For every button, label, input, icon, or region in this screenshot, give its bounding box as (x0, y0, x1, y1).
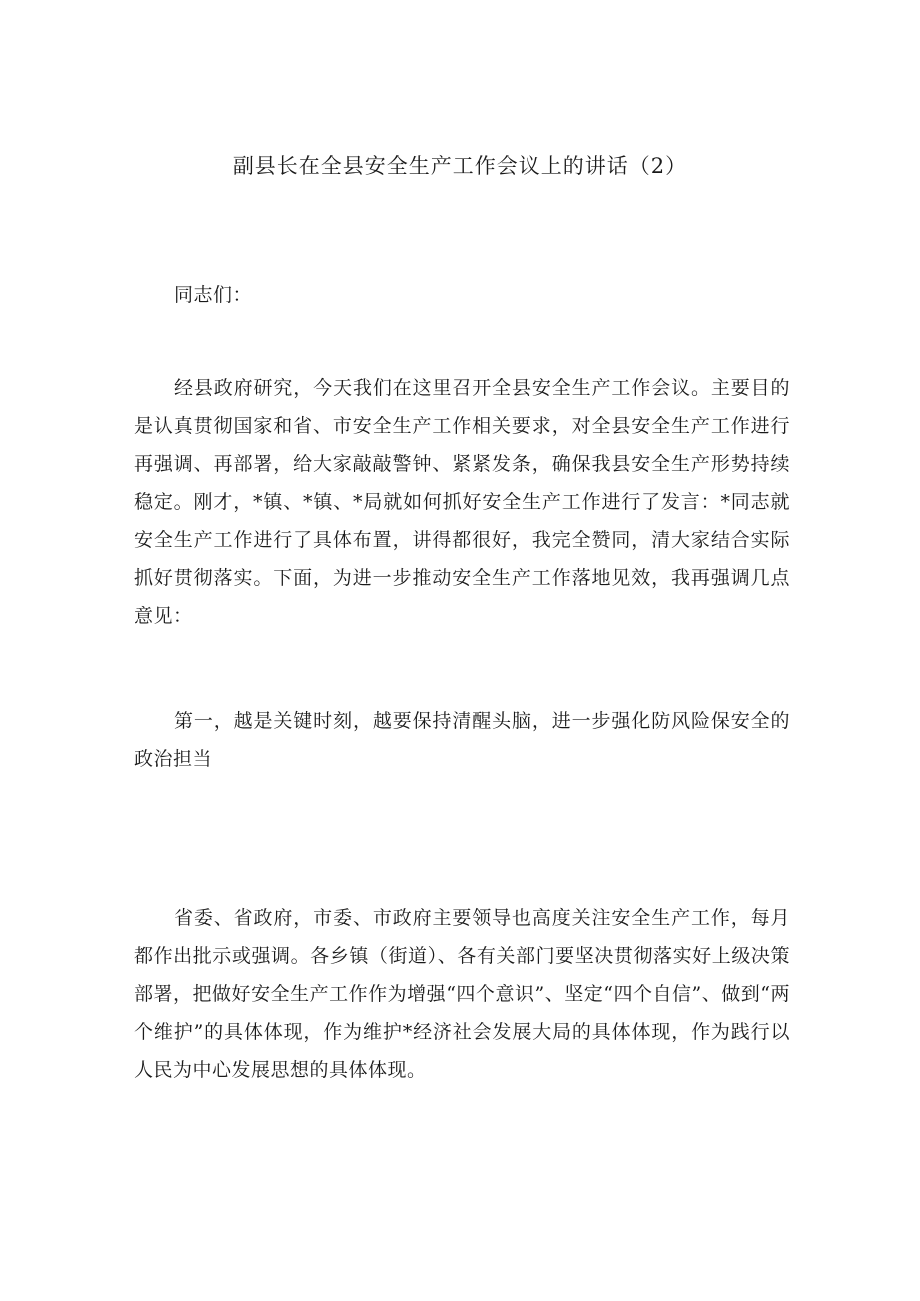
salutation: 同志们： (174, 284, 253, 306)
section-heading-first: 第一，越是关键时刻，越要保持清醒头脑，进一步强化防风险保安全的政治担当 (134, 710, 790, 770)
paragraph-first-section-body: 省委、省政府，市委、市政府主要领导也高度关注安全生产工作，每月都作出批示或强调。各乡镇（街道）、各有关部门要坚决贯彻落实好上级决策部署，把做好安全生产工作作为增强“四个意识”、坚定“四个自信”、做到“两个维护”的具体体现，作为维护*经济社会发展大局的具体体现，作为践行以人民为中心发展思想的具体体现。 (134, 907, 790, 1081)
document-title: 副县长在全县安全生产工作会议上的讲话（2） (232, 154, 688, 178)
paragraph-intro: 经县政府研究，今天我们在这里召开全县安全生产工作会议。主要目的是认真贯彻国家和省、市安全生产工作相关要求，对全县安全生产工作进行再强调、再部署，给大家敲敲警钟、紧紧发条，确保我县安全生产形势持续稳定。刚才，*镇、*镇、*局就如何抓好安全生产工作进行了发言：*同志就安全生产工作进行了具体布置，讲得都很好，我完全赞同，清大家结合实际抓好贯彻落实。下面，为进一步推动安全生产工作落地见效，我再强调几点意见： (134, 377, 790, 627)
